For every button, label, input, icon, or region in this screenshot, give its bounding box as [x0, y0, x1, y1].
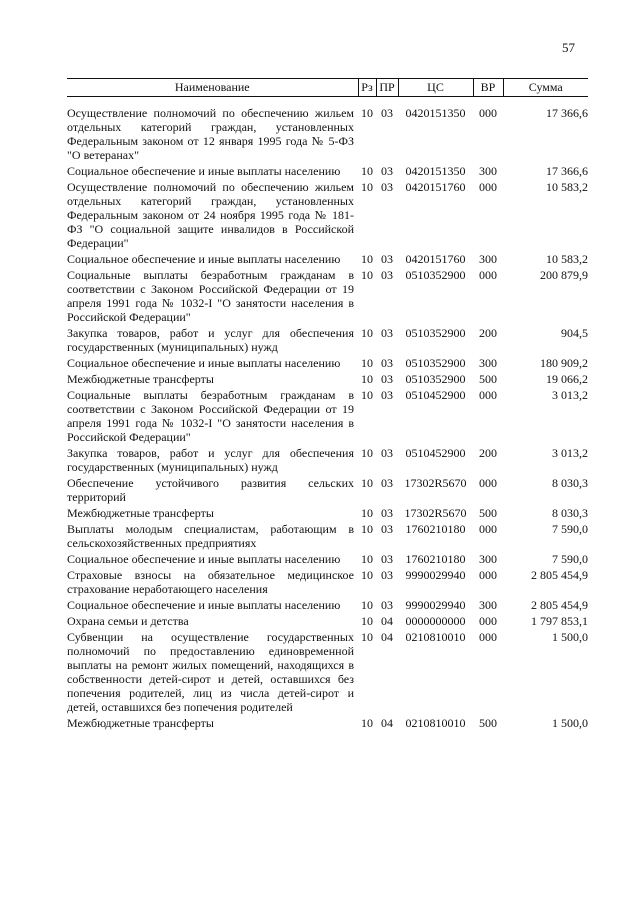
cell-vr: 200 [479, 446, 497, 460]
cell-rz: 10 [361, 506, 373, 520]
cell-sum: 1 500,0 [552, 716, 588, 730]
cell-name: Социальное обеспечение и иные выплаты населению [67, 598, 341, 612]
cell-sum: 2 805 454,9 [531, 598, 588, 612]
cell-cs: 0000000000 [405, 614, 466, 628]
cell-sum: 904,5 [561, 326, 588, 340]
cell-sum: 10 583,2 [546, 180, 588, 194]
cell-name: Социальное обеспечение и иные выплаты населению [67, 164, 341, 178]
cell-pr: 03 [381, 164, 393, 178]
cell-name: Межбюджетные трансферты [67, 506, 214, 520]
cell-name: Охрана семьи и детства [67, 614, 189, 628]
cell-sum: 1 797 853,1 [531, 614, 588, 628]
cell-pr: 03 [381, 552, 393, 566]
table-row [67, 522, 588, 552]
cell-rz: 10 [361, 326, 373, 340]
cell-sum: 3 013,2 [552, 388, 588, 402]
cell-vr: 000 [479, 476, 497, 490]
cell-rz: 10 [361, 388, 373, 402]
cell-name: Субвенции на осуществление государственных полномочий по предоставлению единовременной выплаты на ремонт жилых помещений, находящихся в собственности детей-сирот и детей, оставшихся без попечения родителей, лиц из числа детей-сирот и детей, оставшихся без попечения родителей [67, 630, 354, 714]
cell-cs: 0510452900 [405, 446, 466, 460]
cell-pr: 04 [381, 614, 393, 628]
cell-cs: 1760210180 [405, 522, 466, 536]
cell-rz: 10 [361, 522, 373, 536]
cell-name: Социальное обеспечение и иные выплаты населению [67, 252, 341, 266]
cell-cs: 0420151760 [405, 180, 466, 194]
cell-name: Социальное обеспечение и иные выплаты населению [67, 552, 341, 566]
cell-vr: 500 [479, 372, 497, 386]
cell-cs: 9990029940 [405, 598, 466, 612]
table-row [67, 614, 588, 630]
cell-vr: 300 [479, 552, 497, 566]
cell-cs: 0420151760 [405, 252, 466, 266]
header-vr: ВР [473, 79, 503, 97]
cell-name: Осуществление полномочий по обеспечению жильем отдельных категорий граждан, установленных Федеральным законом от 24 ноября 1995 года № 181-ФЗ "О социальной защите инвалидов в Российской Федерации" [67, 180, 354, 250]
cell-sum: 17 366,6 [546, 106, 588, 120]
cell-vr: 000 [479, 522, 497, 536]
cell-vr: 500 [479, 716, 497, 730]
cell-rz: 10 [361, 552, 373, 566]
cell-sum: 7 590,0 [552, 522, 588, 536]
cell-cs: 0510352900 [405, 356, 466, 370]
cell-pr: 03 [381, 506, 393, 520]
table-body [67, 97, 588, 733]
cell-vr: 000 [479, 268, 497, 282]
table-header [67, 79, 588, 97]
cell-pr: 03 [381, 388, 393, 402]
cell-rz: 10 [361, 252, 373, 266]
cell-cs: 0210810010 [405, 716, 466, 730]
header-rz: Рз [358, 79, 376, 97]
cell-sum: 10 583,2 [546, 252, 588, 266]
table-row [67, 164, 588, 180]
cell-name: Закупка товаров, работ и услуг для обеспечения государственных (муниципальных) нужд [67, 326, 354, 354]
cell-pr: 03 [381, 106, 393, 120]
cell-pr: 03 [381, 446, 393, 460]
cell-rz: 10 [361, 614, 373, 628]
table-row [67, 630, 588, 716]
cell-rz: 10 [361, 716, 373, 730]
cell-rz: 10 [361, 568, 373, 582]
cell-pr: 03 [381, 356, 393, 370]
table-row [67, 326, 588, 356]
cell-pr: 04 [381, 716, 393, 730]
cell-vr: 000 [479, 614, 497, 628]
cell-cs: 9990029940 [405, 568, 466, 582]
cell-cs: 0510352900 [405, 326, 466, 340]
cell-pr: 04 [381, 630, 393, 644]
cell-pr: 03 [381, 268, 393, 282]
budget-table [67, 78, 588, 732]
cell-pr: 03 [381, 476, 393, 490]
table-row [67, 506, 588, 522]
header-name: Наименование [67, 79, 358, 97]
cell-rz: 10 [361, 180, 373, 194]
cell-vr: 300 [479, 164, 497, 178]
table-row [67, 552, 588, 568]
cell-name: Межбюджетные трансферты [67, 716, 214, 730]
cell-cs: 1760210180 [405, 552, 466, 566]
cell-pr: 03 [381, 568, 393, 582]
cell-cs: 0420151350 [405, 164, 466, 178]
cell-name: Обеспечение устойчивого развития сельских территорий [67, 476, 354, 504]
cell-name: Социальные выплаты безработным гражданам в соответствии с Законом Российской Федерации от 19 апреля 1991 года № 1032-I "О занятости населения в Российской Федерации" [67, 388, 354, 444]
table-row [67, 372, 588, 388]
table-row [67, 180, 588, 252]
cell-vr: 500 [479, 506, 497, 520]
cell-cs: 0510352900 [405, 268, 466, 282]
cell-vr: 300 [479, 598, 497, 612]
cell-vr: 000 [479, 388, 497, 402]
cell-rz: 10 [361, 106, 373, 120]
cell-name: Закупка товаров, работ и услуг для обеспечения государственных (муниципальных) нужд [67, 446, 354, 474]
cell-vr: 000 [479, 568, 497, 582]
cell-rz: 10 [361, 630, 373, 644]
cell-vr: 200 [479, 326, 497, 340]
cell-sum: 3 013,2 [552, 446, 588, 460]
table-row [67, 97, 588, 165]
cell-rz: 10 [361, 372, 373, 386]
cell-vr: 300 [479, 252, 497, 266]
cell-rz: 10 [361, 446, 373, 460]
cell-rz: 10 [361, 476, 373, 490]
cell-pr: 03 [381, 252, 393, 266]
cell-rz: 10 [361, 164, 373, 178]
cell-cs: 0510452900 [405, 388, 466, 402]
table-row [67, 716, 588, 732]
cell-sum: 17 366,6 [546, 164, 588, 178]
cell-name: Социальные выплаты безработным гражданам в соответствии с Законом Российской Федерации от 19 апреля 1991 года № 1032-I "О занятости населения в Российской Федерации" [67, 268, 354, 324]
cell-sum: 8 030,3 [552, 506, 588, 520]
cell-cs: 0210810010 [405, 630, 466, 644]
cell-vr: 000 [479, 180, 497, 194]
cell-sum: 1 500,0 [552, 630, 588, 644]
table-row [67, 252, 588, 268]
cell-sum: 200 879,9 [540, 268, 588, 282]
cell-cs: 17302R5670 [404, 476, 467, 490]
cell-rz: 10 [361, 356, 373, 370]
cell-cs: 0510352900 [405, 372, 466, 386]
cell-sum: 180 909,2 [540, 356, 588, 370]
cell-name: Межбюджетные трансферты [67, 372, 214, 386]
cell-name: Выплаты молодым специалистам, работающим в сельскохозяйственных предприятиях [67, 522, 354, 550]
cell-name: Осуществление полномочий по обеспечению жильем отдельных категорий граждан, установленных Федеральным законом от 12 января 1995 года № 5-ФЗ "О ветеранах" [67, 106, 354, 162]
table-row [67, 476, 588, 506]
table-row [67, 568, 588, 598]
cell-pr: 03 [381, 372, 393, 386]
header-pr: ПР [376, 79, 398, 97]
cell-sum: 8 030,3 [552, 476, 588, 490]
cell-pr: 03 [381, 326, 393, 340]
header-sum: Сумма [503, 79, 588, 97]
cell-sum: 19 066,2 [546, 372, 588, 386]
cell-cs: 17302R5670 [404, 506, 467, 520]
table-row [67, 268, 588, 326]
page-number: 57 [562, 40, 575, 55]
cell-vr: 000 [479, 630, 497, 644]
cell-rz: 10 [361, 268, 373, 282]
header-cs: ЦС [398, 79, 473, 97]
cell-cs: 0420151350 [405, 106, 466, 120]
cell-vr: 000 [479, 106, 497, 120]
table-row [67, 446, 588, 476]
cell-rz: 10 [361, 598, 373, 612]
cell-pr: 03 [381, 180, 393, 194]
table-row [67, 356, 588, 372]
cell-sum: 2 805 454,9 [531, 568, 588, 582]
cell-name: Страховые взносы на обязательное медицинское страхование неработающего населения [67, 568, 354, 596]
cell-pr: 03 [381, 598, 393, 612]
table-row [67, 598, 588, 614]
cell-sum: 7 590,0 [552, 552, 588, 566]
cell-name: Социальное обеспечение и иные выплаты населению [67, 356, 341, 370]
table-row [67, 388, 588, 446]
cell-pr: 03 [381, 522, 393, 536]
cell-vr: 300 [479, 356, 497, 370]
